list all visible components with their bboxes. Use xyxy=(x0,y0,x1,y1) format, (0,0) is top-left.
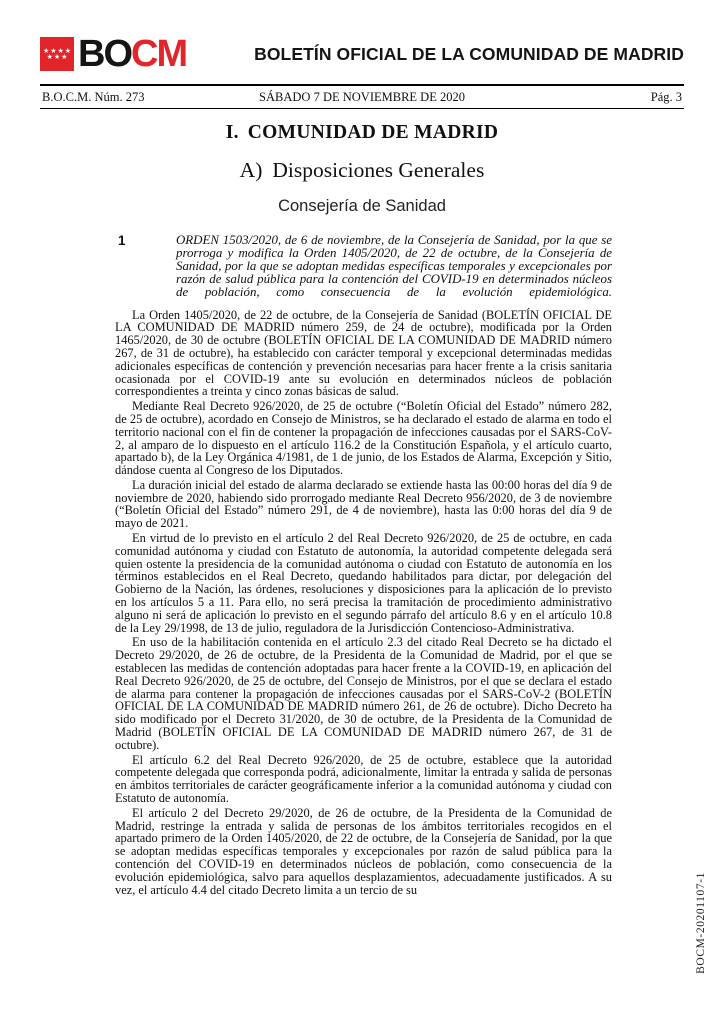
subsection-letter: A) xyxy=(239,158,263,182)
star-row-bottom: ★★★ xyxy=(46,53,69,61)
masthead-title: BOLETÍN OFICIAL DE LA COMUNIDAD DE MADRID xyxy=(254,43,684,64)
subsection-heading xyxy=(0,158,724,183)
body-paragraph: La Orden 1405/2020, de 22 de octubre, de la Consejería de Sanidad (BOLETÍN OFICIAL DE LA COMUNIDAD DE MADRID número 259, de 24 de octubre), modificada por la Orden 1465/2020, de 30 de octubre (BOLETÍN OFICIAL DE LA COMUNIDAD DE MADRID número 267, de 31 de octubre), ha establecido con carácter temporal y excepcional determinadas medidas adicionales específicas de contención y prevención necesarias para hacer frente a la crisis sanitaria ocasionada por el COVID-19 ante su evolución en determinados núcleos de población correspondientes a treinta y cinco zonas básicas de salud. xyxy=(115,307,612,399)
page-number: Pág. 3 xyxy=(650,90,682,104)
body-paragraph: Mediante Real Decreto 926/2020, de 25 de octubre (“Boletín Oficial del Estado” número 282, de 25 de octubre), acordado en Consejo de Ministros, se ha declarado el estado de alarma en todo el territorio nacional con el fin de contener la propagación de infecciones causadas por el SARS-CoV-2, al amparo de lo dispuesto en el artículo 116.2 de la Constitución Española, y el artículo cuarto, apartado b), de la Ley Orgánica 4/1981, de 1 de junio, de los Estados de Alarma, Excepción y Sitio, dándose cuenta al Congreso de los Diputados. xyxy=(115,399,612,478)
article-summary: ORDEN 1503/2020, de 6 de noviembre, de la Consejería de Sanidad, por la que se prorroga y modifica la Orden 1405/2020, de 22 de octubre, de la Consejería de Sanidad, por la que se adoptan medidas específicas temporales y excepcionales por razón de salud pública para la contención del COVID-19 en determinados núcleos de población, como consecuencia de la evolución epidemiológica. xyxy=(176,233,612,299)
bocm-logotype xyxy=(78,33,187,75)
logotype-cm: CM xyxy=(131,33,187,75)
section-number: I. xyxy=(225,122,239,143)
section-heading xyxy=(0,122,724,144)
star-row-top: ★★★★ xyxy=(42,46,73,55)
logotype-bo: BO xyxy=(78,33,131,75)
body-paragraph: En uso de la habilitación contenida en el artículo 2.3 del citado Real Decreto se ha dictado el Decreto 29/2020, de 26 de octubre, de la Presidenta de la Comunidad de Madrid, por el que se establecen las medidas de contención adoptadas para hacer frente a la COVID-19, en aplicación del Real Decreto 926/2020, de 25 de octubre, del Consejo de Ministros, por el que se declara el estado de alarma para contener la propagación de infecciones causadas por el SARS-CoV-2 (BOLETÍN OFICIAL DE LA COMUNIDAD DE MADRID número 261, de 26 de octubre). Dicho Decreto ha sido modificado por el Decreto 31/2020, de 30 de octubre, de la Presidenta de la Comunidad de Madrid (BOLETÍN OFICIAL DE LA COMUNIDAD DE MADRID número 267, de 31 de octubre). xyxy=(115,635,612,752)
issue-number: B.O.C.M. Núm. 273 xyxy=(42,90,145,104)
article-body xyxy=(115,234,612,896)
issue-date: SÁBADO 7 DE NOVIEMBRE DE 2020 xyxy=(259,90,465,104)
masthead xyxy=(40,33,684,75)
document-reference: BOCM-20201107-1 xyxy=(695,872,707,974)
body-paragraph: El artículo 6.2 del Real Decreto 926/2020, de 25 de octubre, establece que la autoridad competente delegada que corresponda podrá, adicionalmente, limitar la entrada y salida de personas en ámbitos territoriales de carácter geográficamente inferior a la comunidad autónoma y ciudad con Estatuto de autonomía. xyxy=(115,752,612,806)
section-title: COMUNIDAD DE MADRID xyxy=(247,122,499,143)
body-paragraph: La duración inicial del estado de alarma declarado se extiende hasta las 00:00 horas del día 9 de noviembre de 2020, habiendo sido prorrogado mediante Real Decreto 956/2020, de 3 de noviembre (“Boletín Oficial del Estado” número 291, de 4 de noviembre), hasta las 0:00 horas del día 9 de mayo de 2021. xyxy=(115,477,612,531)
article-number: 1 xyxy=(118,233,126,248)
issue-meta-row xyxy=(40,84,684,109)
bocm-logo xyxy=(40,33,187,75)
body-paragraph: El artículo 2 del Decreto 29/2020, de 26 de octubre, de la Presidenta de la Comunidad de Madrid, restringe la entrada y salida de personas de los ámbitos territoriales recogidos en el apartado primero de la Orden 1405/2020, de 22 de octubre, de la Consejería de Sanidad, por la que se adoptan medidas específicas temporales y excepcionales por razón de salud pública para la contención del COVID-19 en determinados núcleos de población, como consecuencia de la evolución epidemiológica, salvo para aquellos desplazamientos, adecuadamente justificados. A su vez, el artículo 4.4 del citado Decreto limita a un tercio de su xyxy=(115,805,612,897)
subsection-title: Disposiciones Generales xyxy=(272,158,485,182)
body-paragraph: En virtud de lo previsto en el artículo 2 del Real Decreto 926/2020, de 25 de octubre, en cada comunidad autónoma y ciudad con Estatuto de autonomía, la autoridad competente delegada será quien ostente la presidencia de la comunidad autónoma o ciudad con Estatuto de autonomía en los términos establecidos en el Real Decreto, quedando habilitados para dictar, por delegación del Gobierno de la Nación, las órdenes, resoluciones y disposiciones para la aplicación de lo previsto en los artículos 5 a 11. Para ello, no será precisa la tramitación de procedimiento administrativo alguno ni será de aplicación lo previsto en el segundo párrafo del artículo 8.6 y en el artículo 10.8 de la Ley 29/1998, de 13 de julio, reguladora de la Jurisdicción Contencioso-Administrativa. xyxy=(115,531,612,635)
madrid-flag-icon xyxy=(40,37,74,71)
article-head xyxy=(115,234,612,299)
department-heading: Consejería de Sanidad xyxy=(278,197,446,215)
